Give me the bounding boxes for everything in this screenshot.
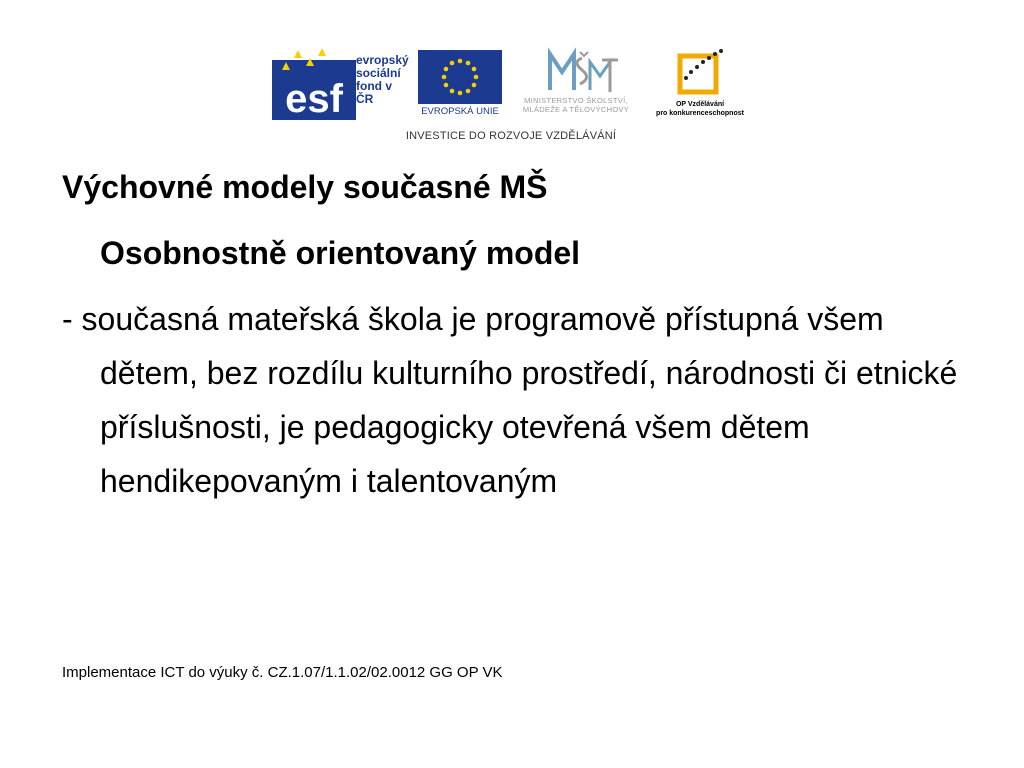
esf-mark-text: esf (285, 77, 343, 121)
op-logo (650, 48, 750, 122)
esf-logo (272, 46, 412, 124)
slide-content (62, 160, 962, 508)
msmt-logo (506, 46, 646, 122)
eu-logo (418, 50, 502, 122)
eu-flag-icon (418, 50, 502, 104)
esf-mark-icon (272, 46, 356, 124)
esf-line-1: evropský (356, 53, 409, 67)
msmt-mark-icon (506, 46, 646, 94)
logo-tagline: INVESTICE DO ROZVOJE VZDĚLÁVÁNÍ (405, 130, 617, 142)
msmt-line-2: MLÁDEŽE A TĚLOVÝCHOVY (522, 105, 630, 114)
esf-line-2: sociální (356, 66, 401, 80)
op-line-1: OP Vzdělávání (675, 101, 725, 108)
slide-title: Výchovné modely současné MŠ (62, 169, 548, 205)
eu-label: EVROPSKÁ UNIE (421, 106, 499, 117)
bullet-paragraph: - současná mateřská škola je programově přístupná všem dětem, bez rozdílu kulturního prostředí, národnosti či etnické příslušnosti, je pedagogicky otevřená všem dětem hendikepovaným i talentovaným (62, 301, 958, 499)
msmt-line-1: MINISTERSTVO ŠKOLSTVÍ, (524, 96, 628, 105)
msmt-caption (506, 96, 646, 114)
esf-caption (356, 54, 412, 106)
op-caption (650, 100, 750, 118)
esf-line-3: fond v ČR (356, 79, 392, 106)
op-mark-icon (650, 48, 750, 98)
footer-note: Implementace ICT do výuky č. CZ.1.07/1.1.02/02.0012 GG OP VK (62, 664, 503, 681)
slide-subtitle: Osobnostně orientovaný model (100, 235, 581, 271)
op-line-2: pro konkurenceschopnost (656, 110, 744, 117)
logo-banner (272, 46, 750, 146)
